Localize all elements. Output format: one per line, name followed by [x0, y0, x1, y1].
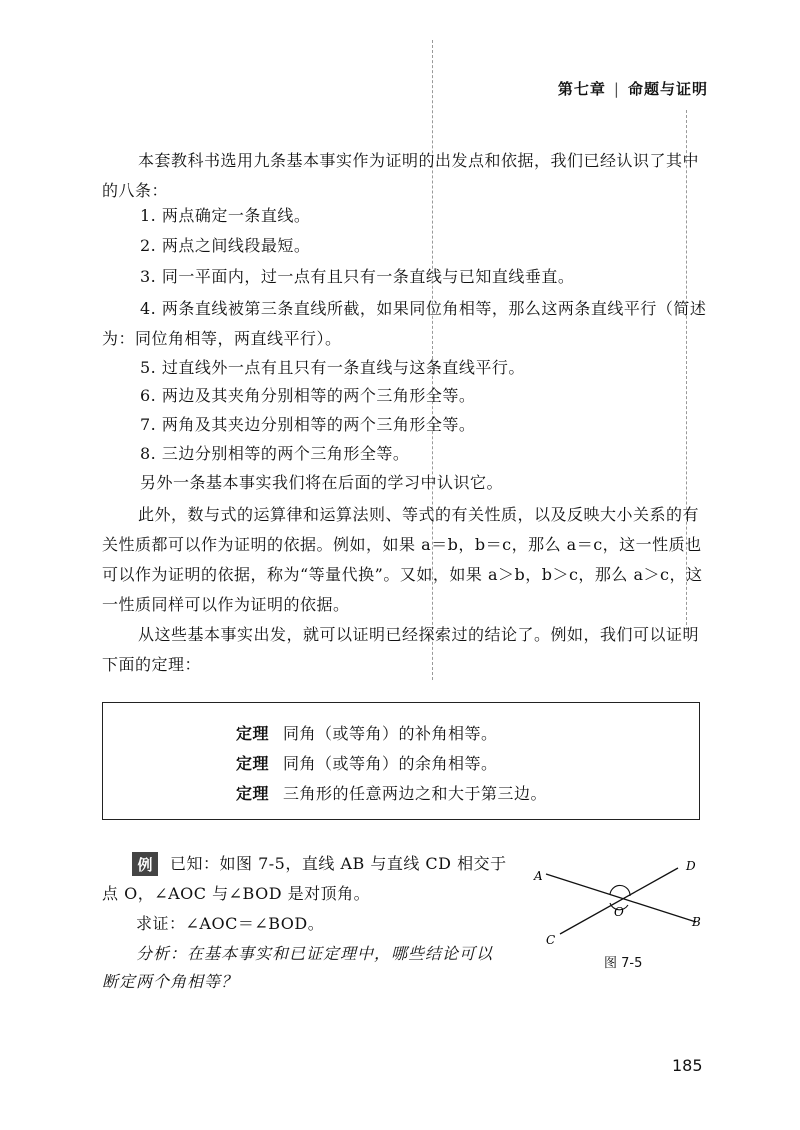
start-paragraph: 从这些基本事实出发，就可以证明已经探索过的结论了。例如，我们可以证明下面的定理：	[102, 625, 700, 674]
theorem-label: 定理	[236, 784, 270, 803]
example-badge: 例	[132, 852, 158, 876]
fact-item: 4. 两条直线被第三条直线所截，如果同位角相等，那么这两条直线平行（简述为：同位角相等，两直线平行）。	[102, 299, 707, 348]
fact-item: 5. 过直线外一点有且只有一条直线与这条直线平行。	[140, 358, 525, 377]
figure-7-5	[528, 850, 708, 960]
example-prove-line: 求证：∠AOC＝∠BOD。	[136, 914, 325, 933]
theorem-text: 同角（或等角）的余角相等。	[283, 754, 498, 773]
remaining-fact-note: 另外一条基本事实我们将在后面的学习中认识它。	[140, 473, 504, 492]
label-d: D	[686, 859, 696, 873]
example-analysis-line: 分析：在基本事实和已证定理中，哪些结论可以	[136, 944, 494, 963]
angle-mark	[610, 885, 630, 896]
page-number: 185	[672, 1056, 703, 1075]
label-b: B	[692, 915, 701, 929]
example-given-line: 已知：如图 7-5，直线 AB 与直线 CD 相交于	[170, 854, 507, 873]
intro-paragraph: 本套教科书选用九条基本事实作为证明的出发点和依据，我们已经认识了其中的八条：	[102, 151, 700, 200]
fact-item: 1. 两点确定一条直线。	[140, 206, 311, 225]
label-c: C	[546, 933, 556, 947]
example-given-line: 点 O，∠AOC 与∠BOD 是对顶角。	[102, 884, 371, 903]
theorem-line	[236, 780, 547, 808]
theorem-label: 定理	[236, 754, 270, 773]
header-separator: |	[613, 80, 620, 98]
theorem-text: 三角形的任意两边之和大于第三边。	[283, 784, 548, 803]
fact-item: 2. 两点之间线段最短。	[140, 236, 311, 255]
properties-paragraph: 此外，数与式的运算律和运算法则、等式的有关性质，以及反映大小关系的有关性质都可以作为证明的依据。例如，如果 a＝b，b＝c，那么 a＝c，这一性质也可以作为证明的依据，称为“等量代换”。又如，如果 a＞b，b＞c，那么 a＞c，这一性质同样可以作为证明的依据。	[102, 505, 703, 614]
running-header	[558, 78, 708, 99]
figure-caption: 图 7-5	[604, 956, 643, 971]
fact-item: 3. 同一平面内，过一点有且只有一条直线与已知直线垂直。	[140, 267, 575, 286]
label-a: A	[534, 869, 543, 883]
theorem-label: 定理	[236, 724, 270, 743]
theorem-line	[236, 720, 498, 748]
fact-item: 8. 三边分别相等的两个三角形全等。	[140, 444, 410, 463]
fact-item: 7. 两角及其夹边分别相等的两个三角形全等。	[140, 415, 476, 434]
theorem-text: 同角（或等角）的补角相等。	[283, 724, 498, 743]
example-analysis-line: 断定两个角相等？	[102, 972, 239, 991]
line-cd	[560, 868, 678, 934]
theorem-line	[236, 750, 498, 778]
label-o: O	[614, 905, 624, 919]
chapter-title: 命题与证明	[627, 80, 708, 98]
chapter-label: 第七章	[557, 80, 606, 98]
fact-item: 6. 两边及其夹角分别相等的两个三角形全等。	[140, 386, 476, 405]
